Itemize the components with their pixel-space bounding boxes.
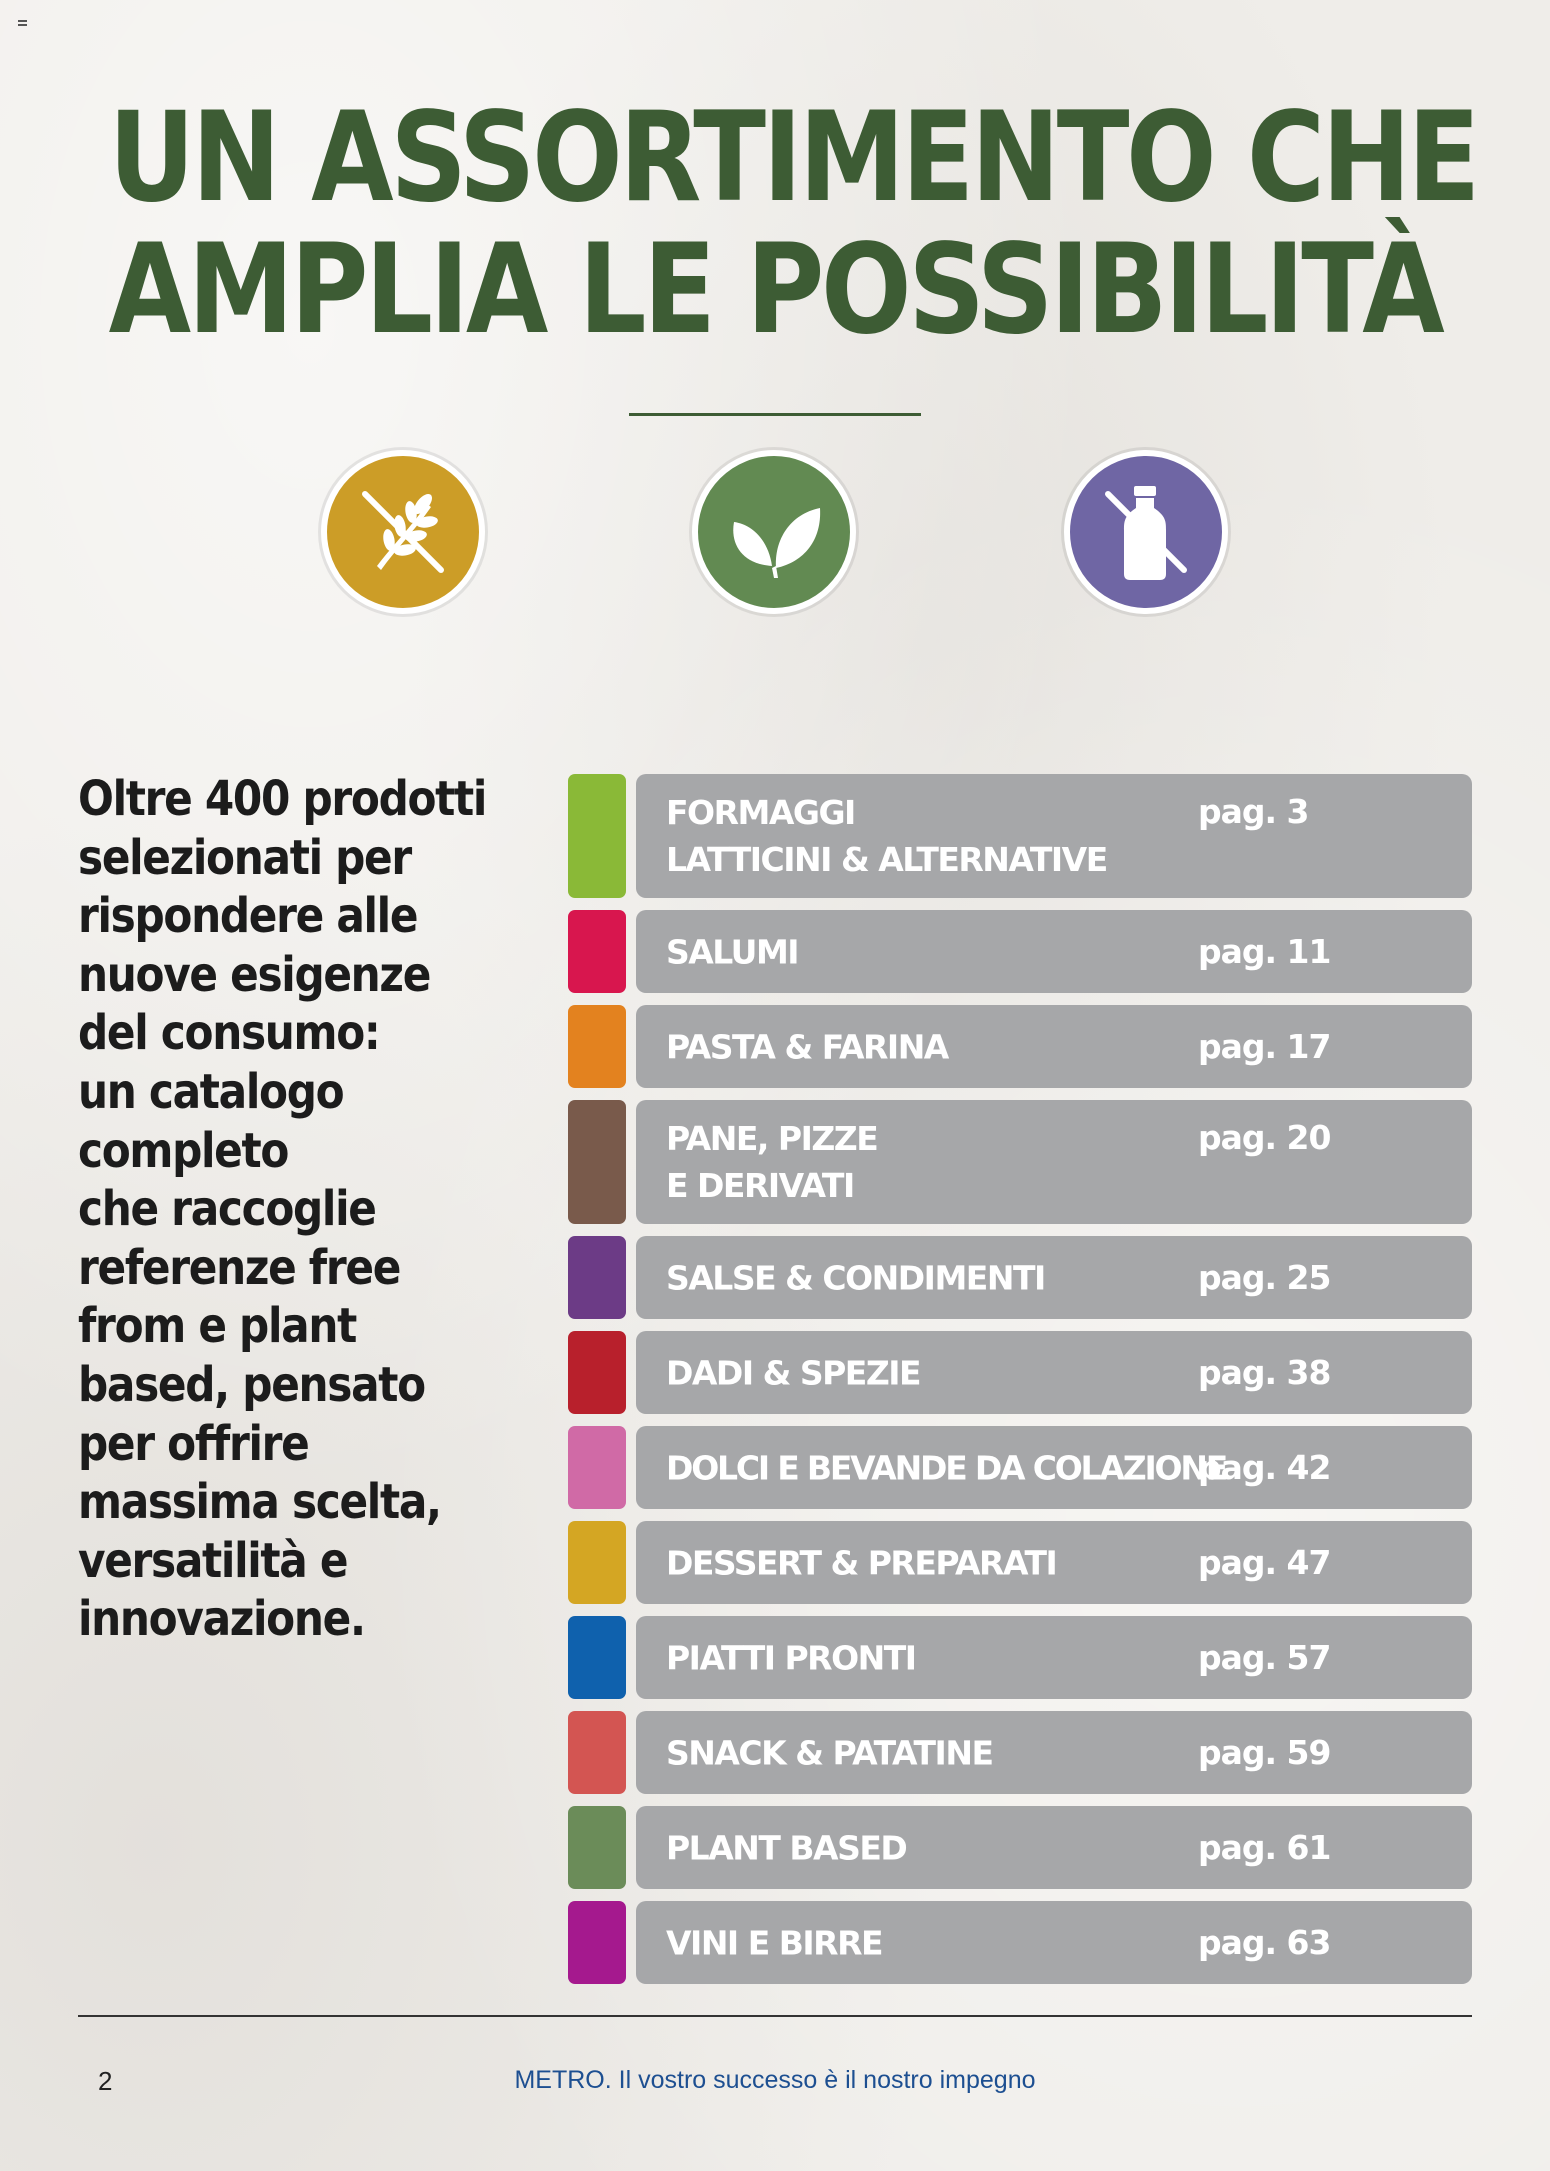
category-label-line-1: DOLCI E BEVANDE DA COLAZIONE xyxy=(666,1448,1227,1487)
category-label xyxy=(666,1254,1045,1301)
category-label-line-2: LATTICINI & ALTERNATIVE xyxy=(666,840,1107,879)
category-label xyxy=(666,1444,1226,1491)
category-label-line-2: E DERIVATI xyxy=(666,1166,854,1205)
toc-row-formaggi[interactable] xyxy=(568,774,1472,898)
category-color-swatch xyxy=(568,1100,626,1224)
page-reference: pag. 17 xyxy=(1198,1027,1331,1066)
page-reference: pag. 38 xyxy=(1198,1353,1331,1392)
category-label-line-1: PLANT BASED xyxy=(666,1828,907,1867)
category-label-line-1: FORMAGGI xyxy=(666,793,855,832)
toc-row-pasta[interactable] xyxy=(568,1005,1472,1088)
category-color-swatch xyxy=(568,1616,626,1699)
category-label-line-1: SALSE & CONDIMENTI xyxy=(666,1258,1045,1297)
toc-row-salse[interactable] xyxy=(568,1236,1472,1319)
toc-row-dadi[interactable] xyxy=(568,1331,1472,1414)
toc-row-dolci[interactable] xyxy=(568,1426,1472,1509)
title-line-1: UN ASSORTIMENTO CHE xyxy=(108,86,1477,230)
footer-divider xyxy=(78,2015,1472,2017)
title-divider xyxy=(629,413,921,416)
no-milk-icon xyxy=(1070,456,1222,608)
page-reference: pag. 61 xyxy=(1198,1828,1331,1867)
toc-row-dessert[interactable] xyxy=(568,1521,1472,1604)
category-color-swatch xyxy=(568,1236,626,1319)
category-label-line-1: SNACK & PATATINE xyxy=(666,1733,993,1772)
category-color-swatch xyxy=(568,1806,626,1889)
page-reference: pag. 59 xyxy=(1198,1733,1331,1772)
table-of-contents xyxy=(568,774,1472,1992)
page-reference: pag. 57 xyxy=(1198,1638,1331,1677)
category-label xyxy=(666,1539,1056,1586)
category-color-swatch xyxy=(568,1711,626,1794)
gluten-free-badge xyxy=(321,450,485,614)
category-label xyxy=(666,1023,948,1070)
category-label-line-1: SALUMI xyxy=(666,932,799,971)
page-number: 2 xyxy=(98,2066,113,2096)
category-label xyxy=(666,1634,916,1681)
corner-mark xyxy=(18,20,27,26)
category-color-swatch xyxy=(568,1521,626,1604)
category-color-swatch xyxy=(568,1331,626,1414)
page-reference: pag. 63 xyxy=(1198,1923,1331,1962)
category-color-swatch xyxy=(568,1426,626,1509)
category-label-line-1: DADI & SPEZIE xyxy=(666,1353,921,1392)
page-reference: pag. 42 xyxy=(1198,1448,1331,1487)
category-label xyxy=(666,789,1107,883)
category-color-swatch xyxy=(568,910,626,993)
toc-row-snack[interactable] xyxy=(568,1711,1472,1794)
title-line-2: AMPLIA LE POSSIBILITÀ xyxy=(108,218,1442,362)
category-label-line-1: DESSERT & PREPARATI xyxy=(666,1543,1057,1582)
category-label-line-1: PANE, PIZZE xyxy=(666,1119,878,1158)
category-label xyxy=(666,1824,906,1871)
page-reference: pag. 47 xyxy=(1198,1543,1331,1582)
category-label xyxy=(666,1919,882,1966)
category-label-line-1: VINI E BIRRE xyxy=(666,1923,883,1962)
category-label xyxy=(666,1115,877,1209)
toc-row-plant[interactable] xyxy=(568,1806,1472,1889)
page-reference: pag. 3 xyxy=(1198,792,1309,831)
category-color-swatch xyxy=(568,774,626,898)
category-label-line-1: PASTA & FARINA xyxy=(666,1027,948,1066)
plant-leaf-icon xyxy=(698,456,850,608)
toc-row-piatti[interactable] xyxy=(568,1616,1472,1699)
page-reference: pag. 25 xyxy=(1198,1258,1331,1297)
no-gluten-icon xyxy=(327,456,479,608)
category-label xyxy=(666,1349,920,1396)
toc-row-vini[interactable] xyxy=(568,1901,1472,1984)
page-reference: pag. 11 xyxy=(1198,932,1331,971)
category-label xyxy=(666,1729,992,1776)
lactose-free-badge xyxy=(1064,450,1228,614)
intro-text: Oltre 400 prodotti selezionati per rispondere alle nuove esigenze del consumo: un catalogo completo che raccoglie referenze free from e plant based, pensato per offrire massima scelta, versatilità e innovazione. xyxy=(78,771,487,1648)
category-label-line-1: PIATTI PRONTI xyxy=(666,1638,916,1677)
toc-row-pane[interactable] xyxy=(568,1100,1472,1224)
toc-row-salumi[interactable] xyxy=(568,910,1472,993)
footer-slogan: METRO. Il vostro successo è il nostro impegno xyxy=(514,2066,1036,2094)
category-label xyxy=(666,928,798,975)
category-color-swatch xyxy=(568,1005,626,1088)
category-color-swatch xyxy=(568,1901,626,1984)
page-title xyxy=(108,86,1477,362)
page-reference: pag. 20 xyxy=(1198,1118,1331,1157)
plant-based-badge xyxy=(692,450,856,614)
